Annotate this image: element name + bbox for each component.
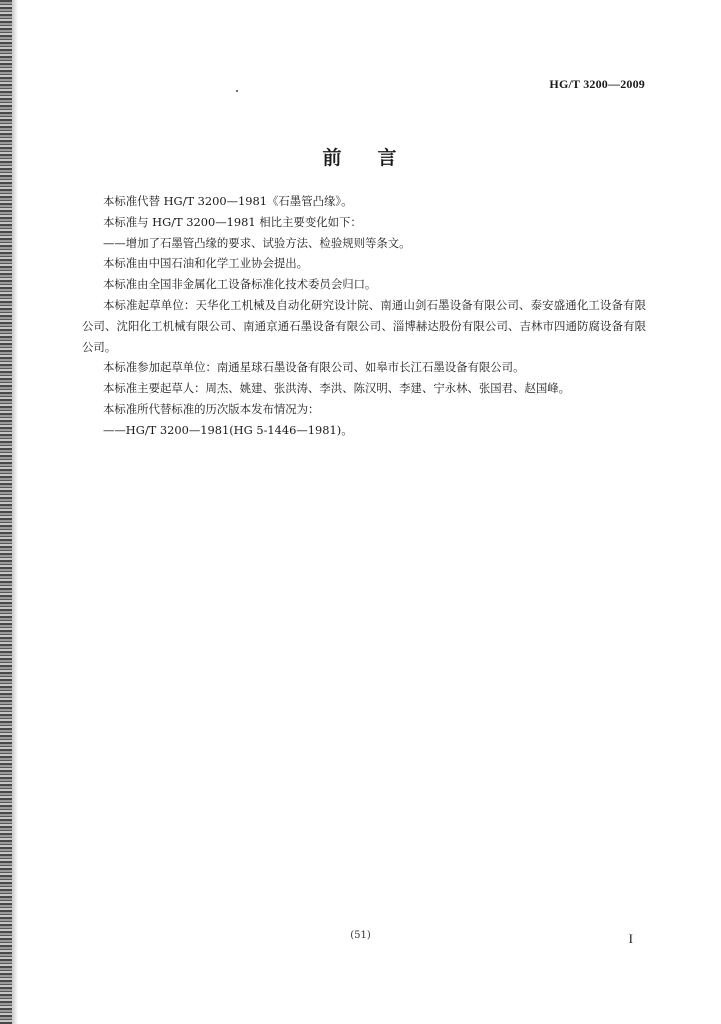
title-char-1: 前 — [322, 147, 344, 169]
paragraph-drafting-units: 本标准起草单位：天华化工机械及自动化研究设计院、南通山剑石墨设备有限公司、泰安盛通化工设备有限公司、沈阳化工机械有限公司、南通京通石墨设备有限公司、淄博赫达股份有限公司、吉林市四通防腐设备有限公司。 — [82, 297, 646, 354]
title-char-2: 言 — [377, 147, 399, 169]
page-title — [0, 143, 721, 170]
paragraph-history-intro: 本标准所代替标准的历次版本发布情况为： — [103, 401, 320, 416]
paragraph-participating-units: 本标准参加起草单位：南通星球石墨设备有限公司、如皋市长江石墨设备有限公司。 — [103, 360, 525, 375]
standard-number: HG/T 3200—2009 — [549, 77, 645, 91]
foreword-body — [82, 191, 646, 441]
paragraph-change-item: ——增加了石墨管凸缘的要求、试验方法、检验规则等条文。 — [103, 235, 411, 250]
paragraph-main-drafters: 本标准主要起草人：周杰、姚建、张洪涛、李洪、陈汉明、李建、宁永林、张国君、赵国峰。 — [103, 381, 571, 396]
paragraph-supersedes: 本标准代替 HG/T 3200—1981《石墨管凸缘》。 — [103, 194, 353, 208]
paragraph-proposed-by: 本标准由中国石油和化学工业协会提出。 — [103, 256, 309, 271]
page-number-roman: I — [628, 931, 633, 946]
paragraph-changes-intro: 本标准与 HG/T 3200—1981 相比主要变化如下： — [103, 214, 362, 229]
paragraph-under-jurisdiction: 本标准由全国非金属化工设备标准化技术委员会归口。 — [103, 277, 377, 292]
paragraph-history-item: ——HG/T 3200—1981(HG 5-1446—1981)。 — [103, 422, 353, 437]
scan-speck — [236, 90, 238, 92]
page-code: (51) — [350, 930, 371, 941]
